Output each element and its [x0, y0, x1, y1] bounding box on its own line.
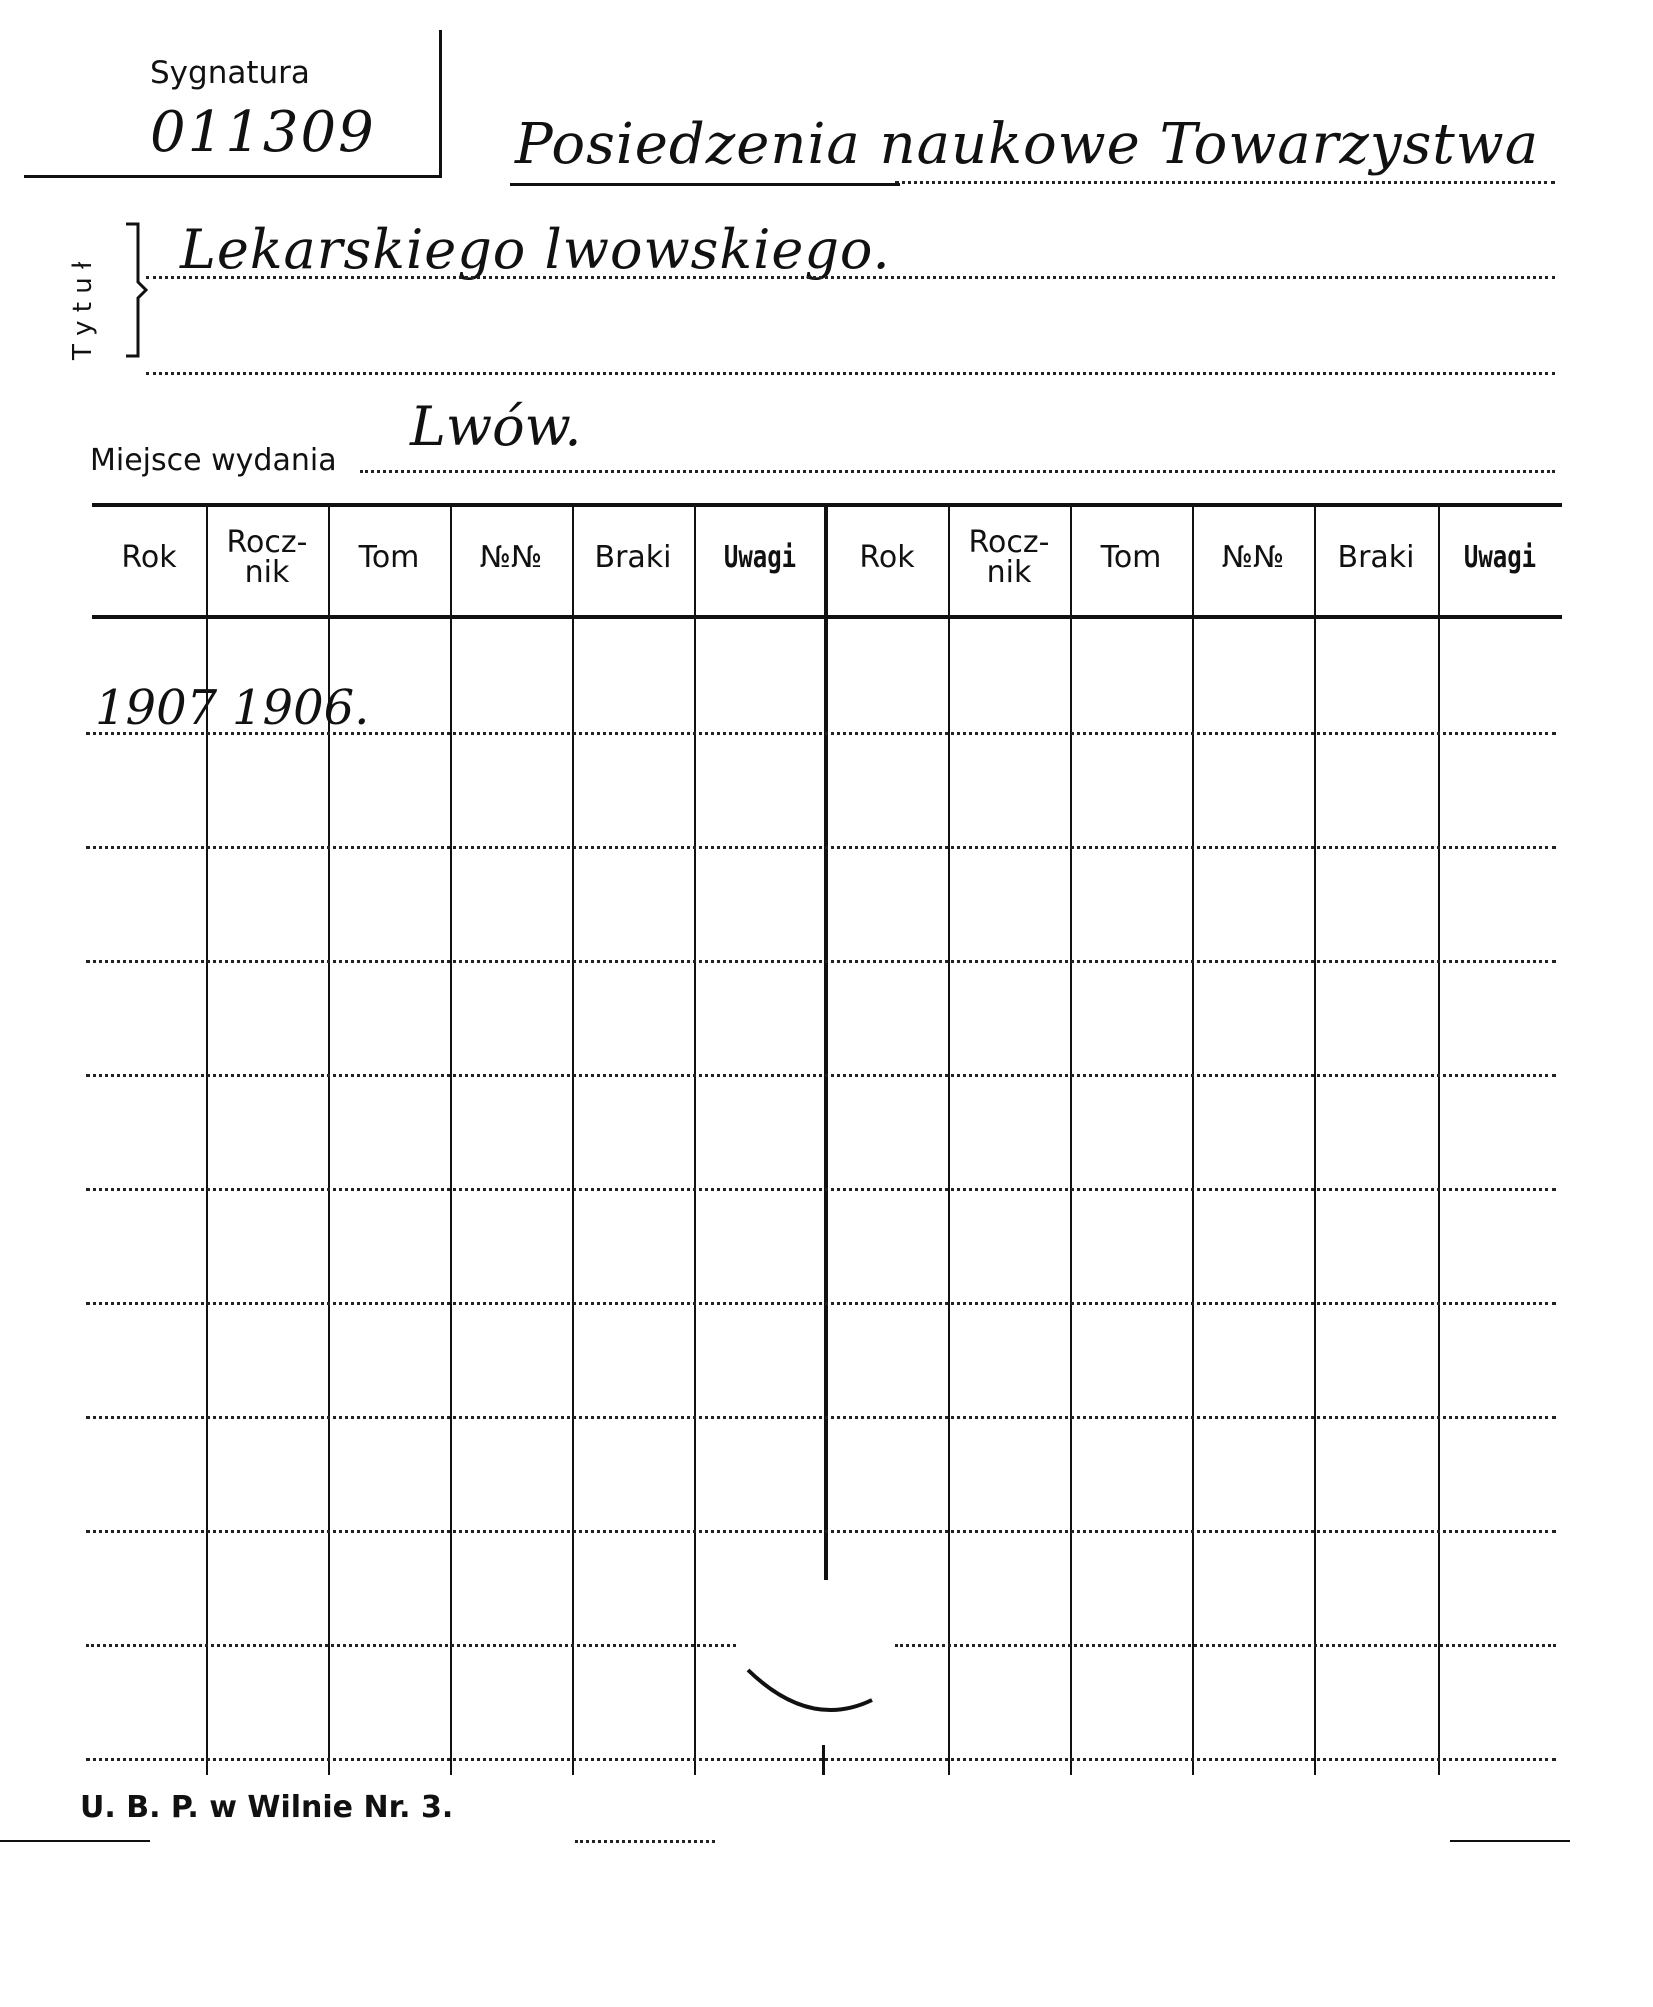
signature-box-bottom [24, 175, 442, 178]
table-row-line [86, 1530, 1556, 1533]
table-row-line [895, 1644, 1556, 1647]
table-row-line [86, 1416, 1556, 1419]
signature-value: 011309 [150, 100, 376, 165]
column-divider [694, 505, 696, 1775]
row-1-rocznik: 1906. [232, 680, 370, 736]
column-divider [572, 505, 574, 1775]
column-divider [1438, 505, 1440, 1775]
header-rocznik-1 [206, 503, 328, 613]
header-rocznik-1-b: nik [244, 555, 290, 590]
footer-text: U. B. P. w Wilnie Nr. 3. [80, 1790, 454, 1825]
title-line-1-solid-underline [510, 183, 900, 186]
header-rok-2: Rok [859, 540, 915, 575]
header-rocznik-1-a: Rocz- [226, 525, 308, 560]
punch-hole-mark [740, 1660, 880, 1740]
title-line-1: Posiedzenia naukowe Towarzystwa [515, 112, 1540, 177]
title-line-1-underline [895, 181, 1555, 184]
header-tom-2: Tom [1100, 540, 1162, 575]
place-label: Miejsce wydania [90, 443, 337, 478]
column-divider [450, 505, 452, 1775]
header-braki-1: Braki [594, 540, 672, 575]
row-1-rok: 1907 [95, 680, 218, 736]
card-bottom-edge-middle [575, 1840, 715, 1843]
title-brace-icon [124, 220, 148, 360]
table-row-line [86, 1644, 736, 1647]
column-divider [1070, 505, 1072, 1775]
title-line-2: Lekarskiego lwowskiego. [180, 218, 891, 281]
place-underline [360, 470, 1555, 473]
table-row-line [86, 1074, 1556, 1077]
table-row-line [86, 1758, 1556, 1761]
header-uwagi-2: Uwagi [1463, 540, 1537, 575]
signature-label: Sygnatura [150, 55, 310, 91]
header-rocznik-2-a: Rocz- [968, 525, 1050, 560]
header-tom-1: Tom [358, 540, 420, 575]
table-row-line [86, 846, 1556, 849]
header-numery-1: №№ [479, 540, 543, 575]
column-divider [948, 505, 950, 1775]
header-numery-2: №№ [1221, 540, 1285, 575]
column-divider [1314, 505, 1316, 1775]
header-rocznik-2 [948, 503, 1070, 613]
header-rocznik-2-b: nik [986, 555, 1032, 590]
header-braki-2: Braki [1337, 540, 1415, 575]
table-row-line [86, 1188, 1556, 1191]
card-bottom-edge-left [0, 1840, 150, 1842]
place-value: Lwów. [410, 395, 582, 458]
card-bottom-edge-right [1450, 1840, 1570, 1842]
signature-box-right [439, 30, 442, 178]
header-uwagi-1: Uwagi [723, 540, 797, 575]
column-divider [1192, 505, 1194, 1775]
table-row-line [86, 960, 1556, 963]
header-rok-1: Rok [121, 540, 177, 575]
title-label: T y t u ł [68, 261, 98, 360]
title-line-3-underline [146, 372, 1555, 375]
title-line-2-underline [146, 276, 1555, 279]
table-row-line [86, 1302, 1556, 1305]
